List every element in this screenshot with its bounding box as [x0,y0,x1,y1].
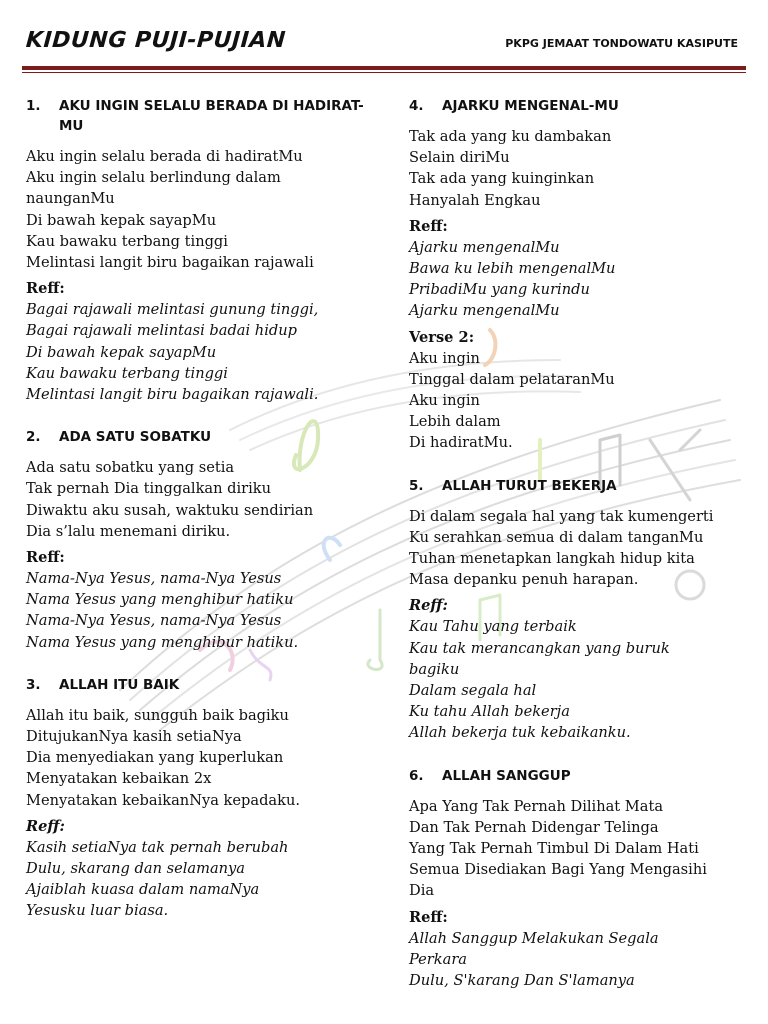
reff-label: Reff: [26,549,65,567]
lyric-line: Allah bekerja tuk kebaikanku. [409,724,631,742]
lyric-line: Aku ingin selalu berada di hadiratMu [26,148,303,165]
song-title [409,96,749,116]
lyric-line: PribadiMu yang kurindu [409,281,590,299]
lyric-line: Dia s’lalu menemani diriku. [26,522,231,540]
song-name: ALLAH SANGGUP [442,767,571,784]
lyric-line: Perkara [409,950,467,968]
lyric-line: Di bawah kepak sayapMu [26,211,217,229]
lyric-line: Di bawah kepak sayapMu [26,343,217,361]
reff [26,837,386,922]
lyric-line: Kau tak merancangkan yang buruk [409,639,670,657]
lyric-line: Masa depanku penuh harapan. [409,571,639,589]
lyric-line: Yang Tak Pernah Timbul Di Dalam Hati [409,840,699,858]
song-1 [26,96,386,405]
song-name: AKU INGIN SELALU BERADA DI HADIRAT-MU [59,98,364,134]
lyric-line: Menyatakan kebaikan 2x [26,770,212,788]
lyric-line: Bagai rajawali melintasi badai hidup [26,322,297,340]
lyric-line: Hanyalah Engkau [409,191,541,209]
song-number: 5. [409,477,424,494]
lyric-line: Tak pernah Dia tinggalkan diriku [26,480,272,498]
lyric-line: Dia menyediakan yang kuperlukan [26,749,284,767]
lyric-line: Yesusku luar biasa. [26,902,169,920]
lyric-line: Kasih setiaNya tak pernah berubah [26,838,289,856]
verse2-label: Verse 2: [409,328,475,346]
song-name: AJARKU MENGENAL-MU [442,98,619,114]
song-2 [26,427,386,653]
verse [26,457,386,542]
lyric-line: Ku serahkan semua di dalam tanganMu [409,528,704,546]
verse [409,796,749,902]
lyric-line: Diwaktu aku susah, waktuku sendirian [26,501,314,519]
reff-label: Reff: [409,908,448,926]
lyric-line: Tinggal dalam pelataranMu [409,370,615,388]
reff [409,616,749,743]
lyric-line: Aku ingin [409,392,480,410]
lyric-line: Allah itu baik, sungguh baik bagiku [26,706,289,724]
lyric-line: Semua Disediakan Bagi Yang Mengasihi [409,861,707,879]
header-divider-thick [22,66,746,70]
reff [26,568,386,653]
verse [26,705,386,811]
lyric-line: Dia [409,882,435,900]
header-divider-thin [22,72,746,73]
lyric-line: Aku ingin selalu berlindung dalam [26,169,281,187]
lyric-line: Ajarku mengenalMu [409,238,560,256]
song-title [409,476,749,496]
verse-2 [409,348,749,454]
song-name: ALLAH ITU BAIK [59,676,180,693]
reff [409,237,749,322]
lyric-line: Nama-Nya Yesus, nama-Nya Yesus [26,612,282,630]
verse [26,146,386,273]
lyric-line: Tuhan menetapkan langkah hidup kita [409,550,695,568]
reff-label: Reff: [409,217,448,235]
song-name: ADA SATU SOBATKU [59,429,212,446]
lyric-line: Ku tahu Allah bekerja [409,703,570,721]
lyric-line: Nama-Nya Yesus, nama-Nya Yesus [26,570,282,588]
lyric-line: Apa Yang Tak Pernah Dilihat Mata [409,797,664,815]
song-5 [409,476,749,744]
left-column [26,96,386,944]
lyric-line: bagiku [409,660,460,678]
song-number: 2. [26,429,41,446]
verse [409,126,749,211]
church-name: PKPG JEMAAT TONDOWATU KASIPUTE [505,37,738,50]
lyric-line: naunganMu [26,190,115,208]
lyric-line: Dan Tak Pernah Didengar Telinga [409,818,659,836]
lyric-line: Melintasi langit biru bagaikan rajawali. [26,386,319,404]
lyric-line: Ajaiblah kuasa dalam namaNya [26,881,260,899]
lyric-line: DitujukanNya kasih setiaNya [26,728,242,746]
lyric-line: Melintasi langit biru bagaikan rajawali [26,254,314,272]
song-title [409,766,749,786]
song-number: 1. [26,98,41,114]
song-number: 3. [26,676,41,693]
lyric-line: Kau Tahu yang terbaik [409,618,577,636]
page-title: KIDUNG PUJI-PUJIAN [25,28,287,53]
reff-label: Reff: [26,280,65,298]
right-column [409,96,749,1013]
song-4 [409,96,749,454]
lyric-line: Selain diriMu [409,149,510,167]
song-number: 4. [409,98,424,114]
lyric-line: Dulu, skarang dan selamanya [26,860,245,878]
lyric-line: Lebih dalam [409,413,501,431]
lyric-line: Dulu, S'karang Dan S'lamanya [409,972,635,990]
song-3 [26,675,386,922]
lyric-line: Allah Sanggup Melakukan Segala [409,929,659,947]
lyric-line: Nama Yesus yang menghibur hatiku. [26,633,299,651]
reff-label: Reff: [26,817,65,835]
lyric-line: Bawa ku lebih mengenalMu [409,260,616,278]
song-6 [409,766,749,992]
lyric-line: Tak ada yang kuinginkan [409,170,595,188]
song-title [26,427,386,447]
lyric-line: Menyatakan kebaikanNya kepadaku. [26,791,301,809]
lyric-line: Ada satu sobatku yang setia [26,459,235,477]
lyric-line: Kau bawaku terbang tinggi [26,232,228,250]
lyric-line: Aku ingin [409,349,480,367]
page-header [26,28,738,62]
song-name: ALLAH TURUT BEKERJA [442,477,617,494]
reff [409,928,749,992]
verse [409,506,749,591]
lyric-line: Tak ada yang ku dambakan [409,128,612,145]
lyric-line: Ajarku mengenalMu [409,302,560,320]
reff-label: Reff: [409,597,448,615]
song-title [26,675,386,695]
lyric-line: Di dalam segala hal yang tak kumengerti [409,507,714,525]
lyric-line: Dalam segala hal [409,682,537,700]
lyric-line: Bagai rajawali melintasi gunung tinggi, [26,301,319,319]
song-number: 6. [409,767,424,784]
lyric-line: Kau bawaku terbang tinggi [26,364,228,382]
lyric-line: Nama Yesus yang menghibur hatiku [26,591,294,609]
reff [26,299,386,405]
lyric-line: Di hadiratMu. [409,434,513,452]
song-title [26,96,386,136]
